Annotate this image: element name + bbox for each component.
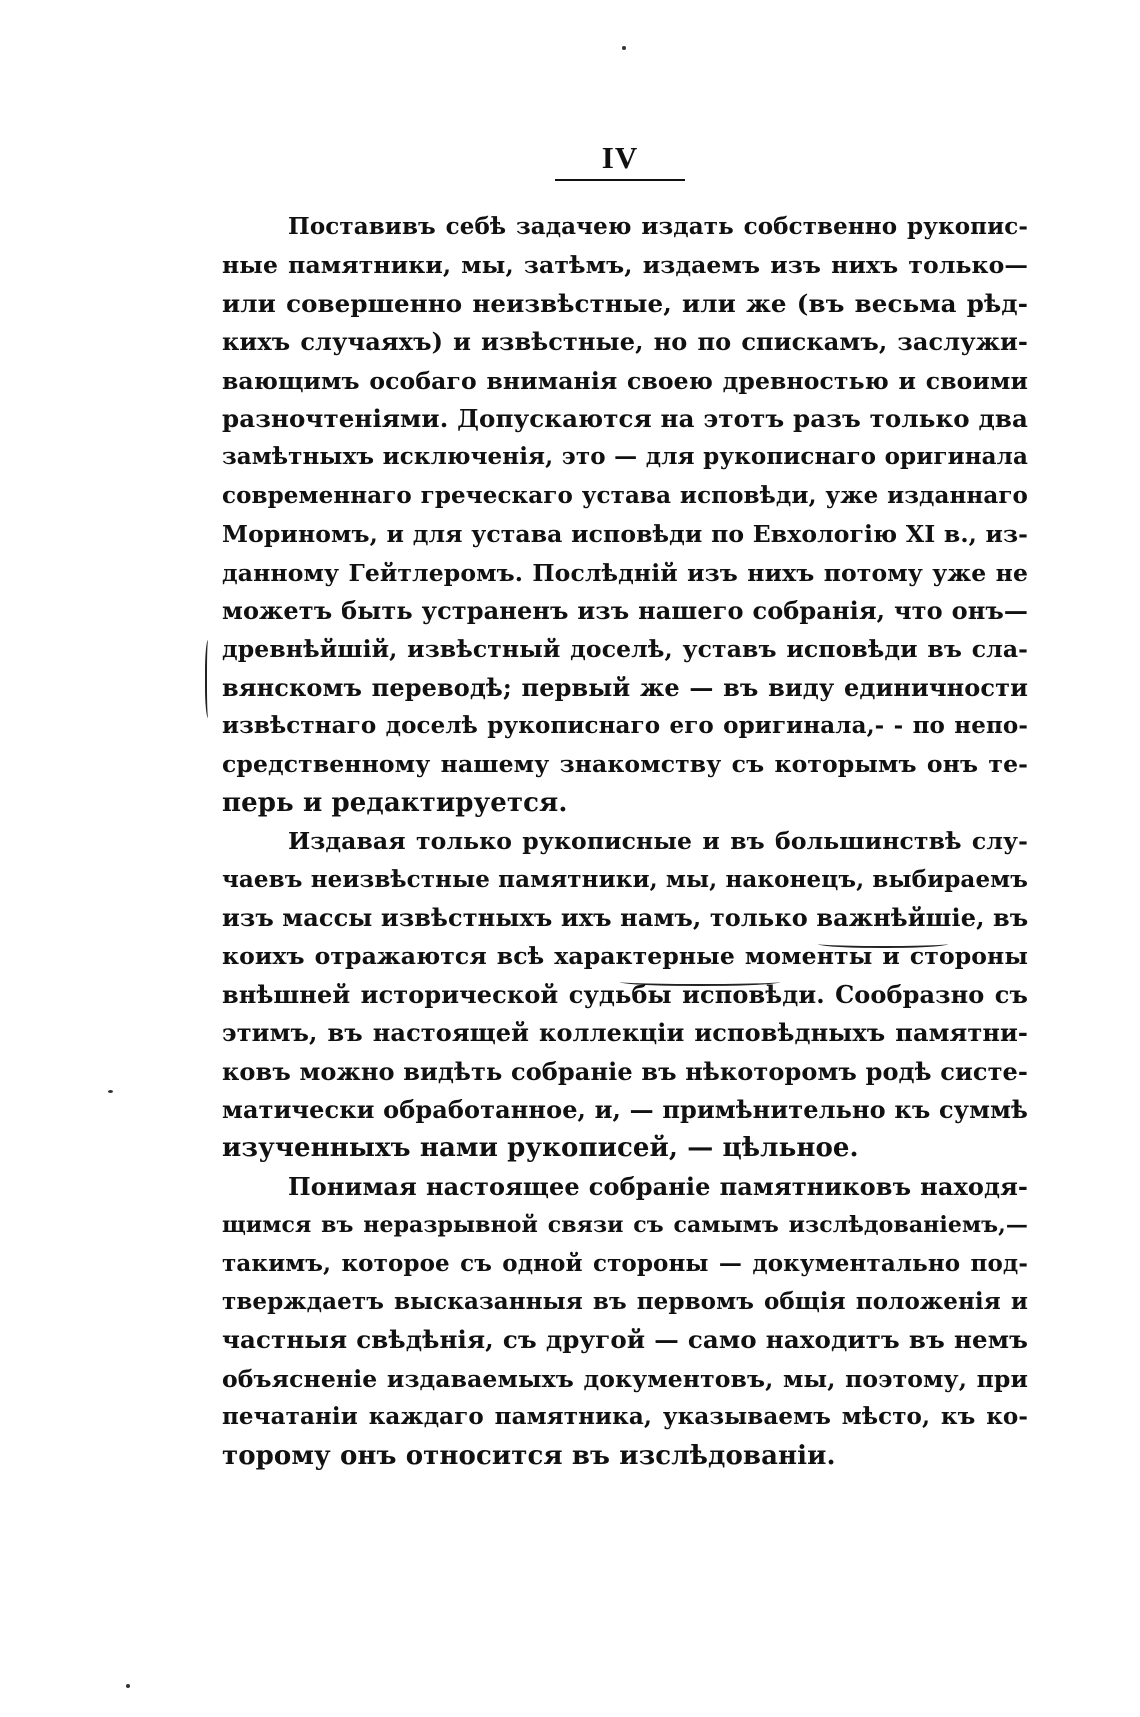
text-line: кихъ случаяхъ) и извѣстные, но по спискамъ, заслужи- (222, 327, 1028, 357)
text-line: средственному нашему знакомству съ которымъ онъ те- (222, 750, 1028, 779)
print-speck (126, 1684, 130, 1688)
text-line: ные памятники, мы, затѣмъ, издаемъ изъ нихъ только— (222, 251, 1028, 280)
text-line: торому онъ относится въ изслѣдованіи. (222, 1440, 836, 1471)
text-line: матически обработанное, и, — примѣнительно къ суммѣ (222, 1094, 1028, 1124)
text-line: изученныхъ нами рукописей, — цѣльное. (222, 1133, 859, 1164)
text-line: замѣтныхъ исключенія, это — для рукописнаго оригинала (222, 443, 1028, 471)
text-line: Издавая только рукописные и въ большинствѣ слу- (288, 827, 1028, 856)
text-line: данному Гейтлеромъ. Послѣдній изъ нихъ потому уже не (222, 558, 1028, 587)
text-line: внѣшней исторической судьбы исповѣди. Сообразно съ (222, 979, 1028, 1009)
text-line: Понимая настоящее собраніе памятниковъ находя- (288, 1171, 1028, 1201)
text-line: разночтеніями. Допускаются на этотъ разъ только два (222, 403, 1028, 433)
text-line: чаевъ неизвѣстные памятники, мы, наконецъ, выбираемъ (222, 865, 1028, 893)
margin-pencil-mark (205, 640, 213, 718)
print-speck (108, 1090, 113, 1093)
body-text (222, 208, 1028, 1475)
text-line: извѣстнаго доселѣ рукописнаго его оригинала,- - по непо- (222, 712, 1028, 740)
paragraph-3 (222, 1168, 1028, 1475)
page-number: IV (601, 140, 639, 175)
text-line: этимъ, въ настоящей коллекціи исповѣдныхъ памятни- (222, 1018, 1028, 1048)
text-line: печатаніи каждаго памятника, указываемъ мѣсто, къ ко- (222, 1403, 1028, 1431)
text-line: такимъ, которое съ одной стороны — документально под- (222, 1249, 1028, 1277)
text-line: коихъ отражаются всѣ характерные моменты и стороны (222, 942, 1028, 971)
text-line: современнаго греческаго устава исповѣди, уже изданнаго (222, 481, 1028, 509)
text-line: вающимъ особаго вниманія своею древностью и своими (222, 366, 1028, 395)
print-speck (622, 46, 626, 50)
text-line: изъ массы извѣстныхъ ихъ намъ, только важнѣйшіе, въ (222, 903, 1028, 933)
text-line: объясненіе издаваемыхъ документовъ, мы, поэтому, при (222, 1364, 1028, 1393)
paragraph-2 (222, 822, 1028, 1168)
text-line: древнѣйшій, извѣстный доселѣ, уставъ исповѣди въ сла- (222, 635, 1028, 664)
text-line: или совершенно неизвѣстные, или же (въ весьма рѣд- (222, 288, 1028, 318)
text-line: частныя свѣдѣнія, съ другой — само находитъ въ немъ (222, 1325, 1028, 1355)
paragraph-1 (222, 208, 1028, 822)
text-line: перь и редактируется. (222, 787, 568, 818)
text-line: ковъ можно видѣть собраніе въ нѣкоторомъ родѣ систе- (222, 1056, 1028, 1086)
text-line: тверждаетъ высказанныя въ первомъ общія положенія и (222, 1287, 1028, 1315)
text-line: Поставивъ себѣ задачею издать собственно рукопис- (288, 213, 1028, 240)
text-line: вянскомъ переводѣ; первый же — въ виду единичности (222, 672, 1028, 702)
page-number-rule (555, 179, 685, 181)
text-line: щимся въ неразрывной связи съ самымъ изслѣдованіемъ,— (222, 1212, 1028, 1239)
text-line: Мориномъ, и для устава исповѣди по Евхологію XI в., из- (222, 520, 1028, 549)
text-line: можетъ быть устраненъ изъ нашего собранія, что онъ— (222, 595, 1028, 625)
